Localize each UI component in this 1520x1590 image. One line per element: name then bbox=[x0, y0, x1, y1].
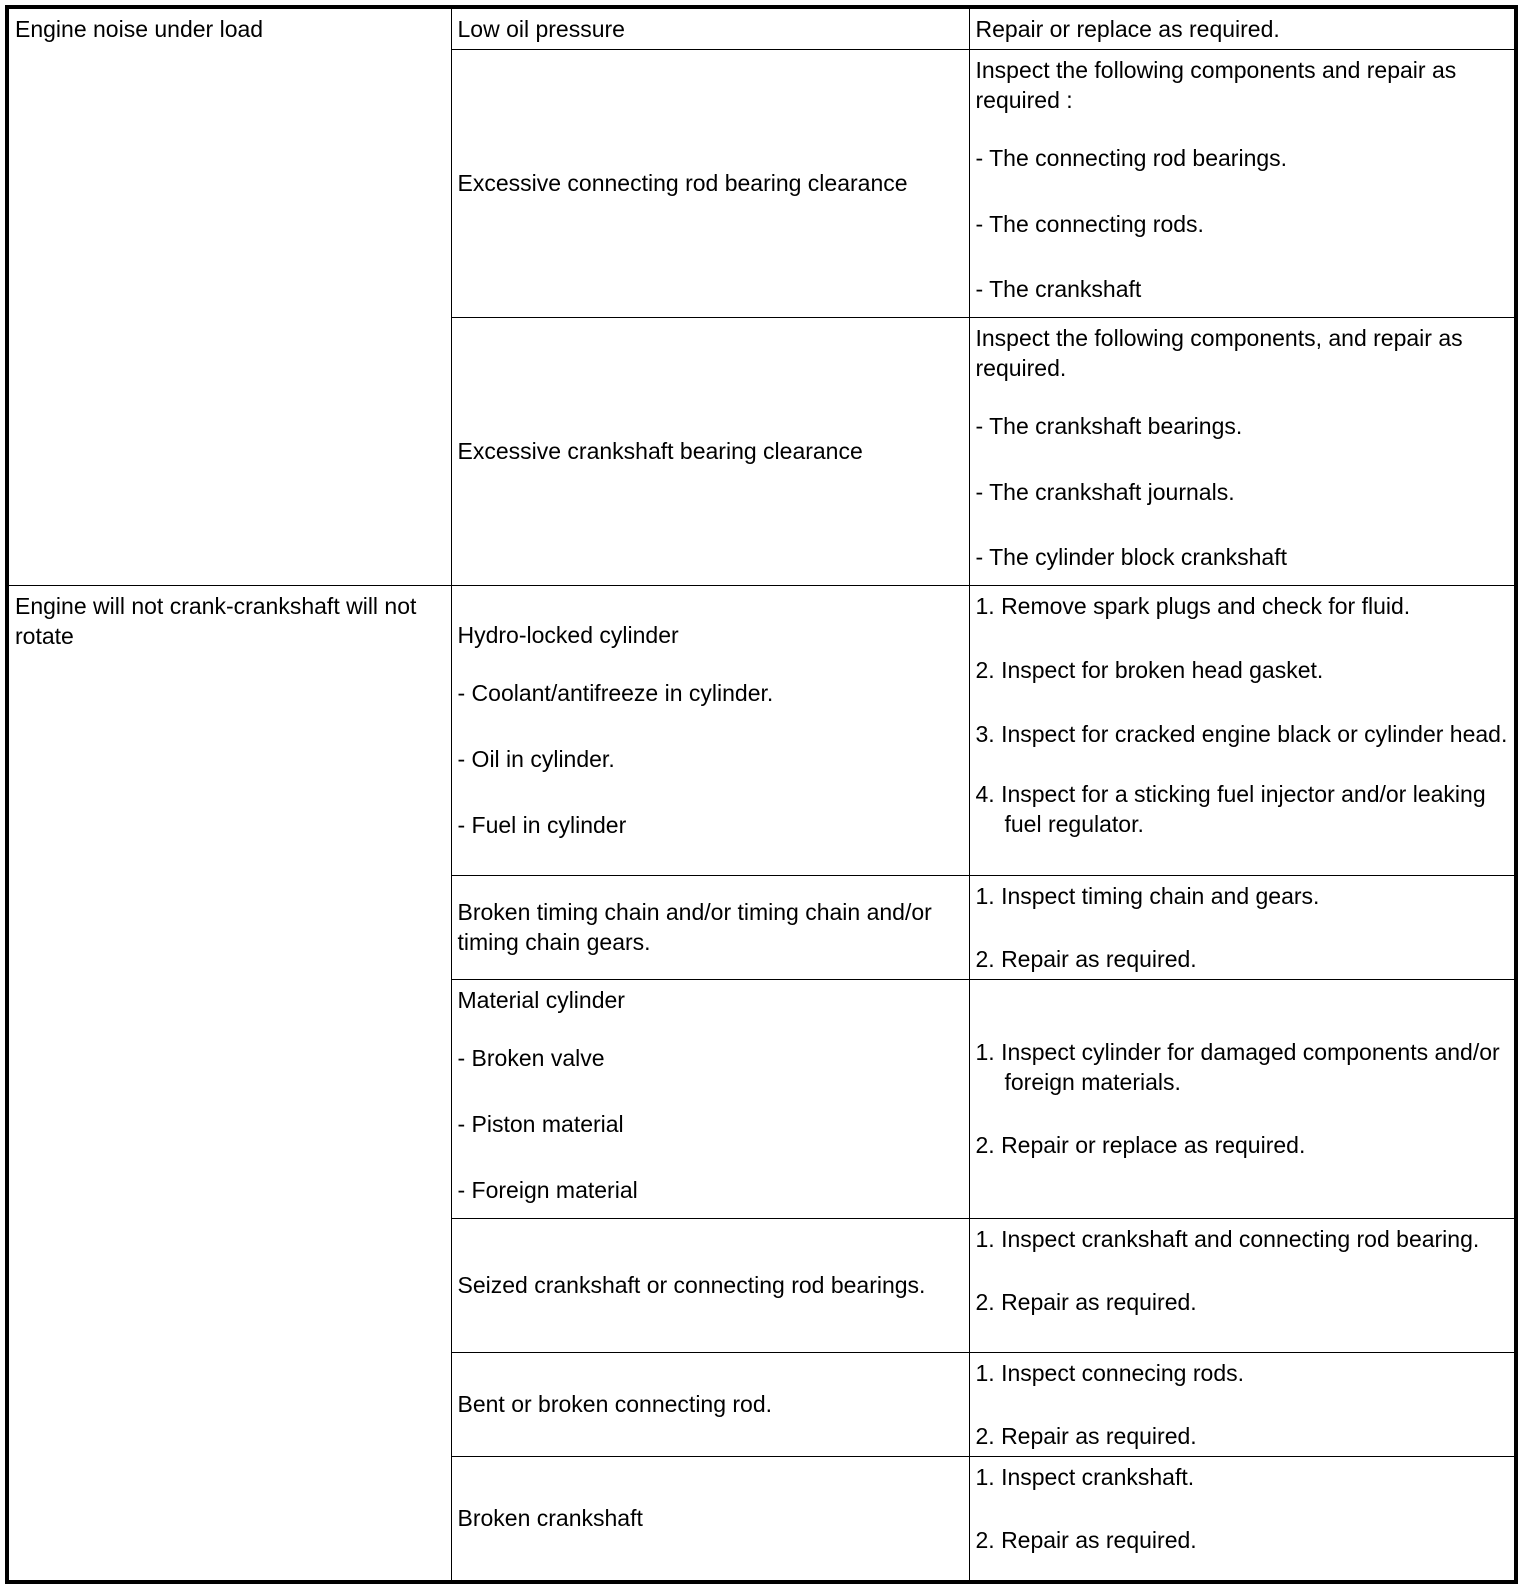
remedy-step: 2. Repair as required. bbox=[975, 1526, 1197, 1553]
cause-text: Seized crankshaft or connecting rod bearings. bbox=[457, 1272, 926, 1298]
remedy-step: 2. Inspect for broken head gasket. bbox=[975, 656, 1324, 683]
remedy-step: 1. Inspect crankshaft and connecting rod bearing. bbox=[975, 1225, 1480, 1252]
remedy-cell bbox=[969, 1456, 1516, 1582]
remedy-cell bbox=[969, 1352, 1516, 1456]
cause-text: Broken timing chain and/or timing chain and/or timing chain gears. bbox=[457, 899, 932, 955]
remedy-step: 4. Inspect for a sticking fuel injector and/or leaking fuel regulator. bbox=[975, 780, 1486, 837]
cause-text: Hydro-locked cylinder bbox=[457, 622, 679, 648]
cause-text: Low oil pressure bbox=[457, 16, 625, 42]
remedy-step: 1. Inspect timing chain and gears. bbox=[975, 882, 1320, 909]
cause-cell bbox=[451, 1352, 969, 1456]
remedy-step: 2. Repair or replace as required. bbox=[975, 1132, 1306, 1158]
cause-item: - Fuel in cylinder bbox=[457, 812, 627, 838]
remedy-cell bbox=[969, 585, 1516, 875]
remedy-text: Inspect the following components, and repair as required. bbox=[975, 324, 1463, 381]
remedy-step: 2. Repair as required. bbox=[975, 1288, 1197, 1315]
remedy-step: 1. Inspect cylinder for damaged components and/or foreign materials. bbox=[975, 1039, 1500, 1095]
cause-cell bbox=[451, 1218, 969, 1352]
cause-cell bbox=[451, 49, 969, 317]
remedy-step: 1. Inspect crankshaft. bbox=[975, 1463, 1195, 1490]
remedy-cell bbox=[969, 317, 1516, 585]
remedy-step: 2. Repair as required. bbox=[975, 945, 1197, 972]
cause-item: - Broken valve bbox=[457, 1044, 605, 1071]
cause-cell bbox=[451, 875, 969, 979]
cause-cell bbox=[451, 979, 969, 1218]
remedy-cell bbox=[969, 1218, 1516, 1352]
remedy-item: - The crankshaft bbox=[975, 275, 1142, 302]
cause-text: Broken crankshaft bbox=[457, 1505, 643, 1532]
table-row bbox=[7, 585, 1516, 875]
cause-item: - Oil in cylinder. bbox=[457, 746, 615, 772]
remedy-step: 1. Inspect connecing rods. bbox=[975, 1359, 1244, 1386]
remedy-cell bbox=[969, 49, 1516, 317]
table-row bbox=[7, 7, 1516, 49]
remedy-text: Repair or replace as required. bbox=[975, 16, 1280, 42]
remedy-cell bbox=[969, 7, 1516, 49]
remedy-text: Inspect the following components and repair as required : bbox=[975, 56, 1457, 113]
symptom-text: Engine will not crank-crankshaft will not rotate bbox=[15, 592, 417, 649]
remedy-step: 3. Inspect for cracked engine black or cylinder head. bbox=[975, 720, 1508, 747]
remedy-step: 2. Repair as required. bbox=[975, 1422, 1197, 1449]
remedy-item: - The connecting rod bearings. bbox=[975, 144, 1288, 171]
remedy-item: - The connecting rods. bbox=[975, 210, 1204, 237]
symptom-text: Engine noise under load bbox=[15, 16, 264, 42]
cause-text: Excessive crankshaft bearing clearance bbox=[457, 438, 863, 464]
cause-text: Bent or broken connecting rod. bbox=[457, 1391, 773, 1417]
remedy-item: - The crankshaft bearings. bbox=[975, 412, 1243, 439]
cause-cell bbox=[451, 317, 969, 585]
cause-item: - Foreign material bbox=[457, 1176, 638, 1203]
cause-item: - Coolant/antifreeze in cylinder. bbox=[457, 680, 774, 706]
remedy-step: 1. Remove spark plugs and check for fluid. bbox=[975, 592, 1411, 619]
diagnosis-table bbox=[5, 5, 1518, 1584]
remedy-item: - The cylinder block crankshaft bbox=[975, 543, 1287, 570]
cause-text: Material cylinder bbox=[457, 986, 625, 1013]
symptom-cell bbox=[7, 585, 451, 1582]
remedy-item: - The crankshaft journals. bbox=[975, 478, 1235, 505]
symptom-cell bbox=[7, 7, 451, 585]
remedy-cell bbox=[969, 979, 1516, 1218]
cause-cell bbox=[451, 7, 969, 49]
cause-text: Excessive connecting rod bearing clearance bbox=[457, 170, 908, 196]
cause-item: - Piston material bbox=[457, 1110, 624, 1137]
remedy-cell bbox=[969, 875, 1516, 979]
cause-cell bbox=[451, 585, 969, 875]
cause-cell bbox=[451, 1456, 969, 1582]
